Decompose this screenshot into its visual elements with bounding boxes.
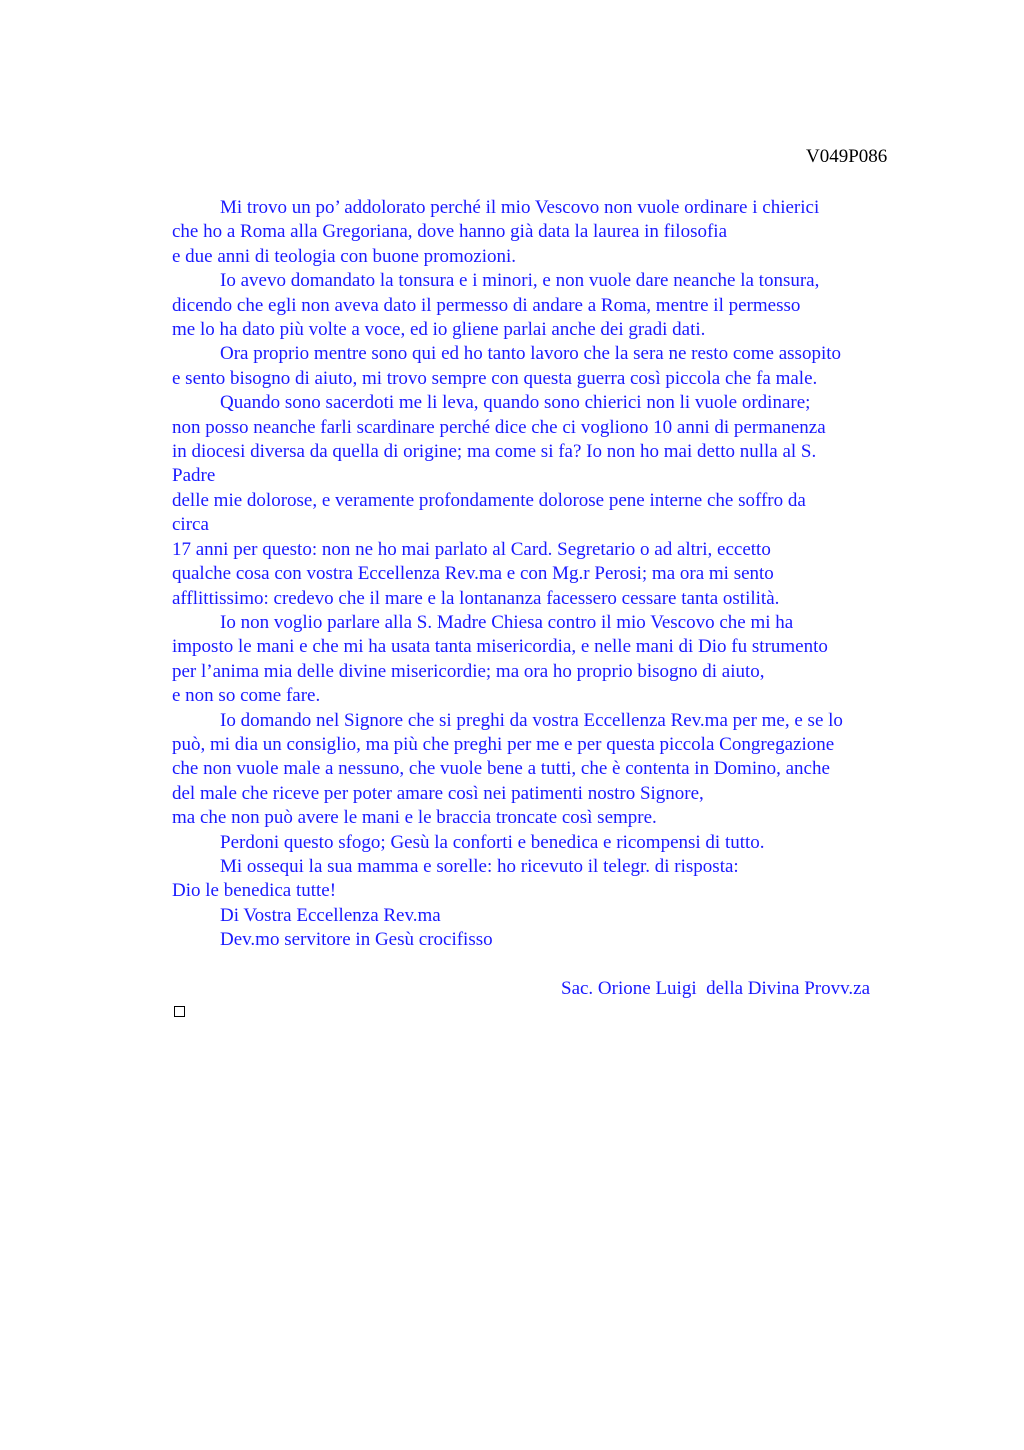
- letter-line: Io non voglio parlare alla S. Madre Chiesa contro il mio Vescovo che mi ha: [220, 611, 794, 633]
- closing-line: Di Vostra Eccellenza Rev.ma: [220, 904, 441, 926]
- letter-line: del male che riceve per poter amare così nei patimenti nostro Signore,: [172, 782, 704, 804]
- letter-line: circa: [172, 514, 209, 536]
- letter-line: dicendo che egli non aveva dato il permesso di andare a Roma, mentre il permesso: [172, 294, 801, 316]
- closing-line: Dev.mo servitore in Gesù crocifisso: [220, 929, 493, 951]
- letter-line: che ho a Roma alla Gregoriana, dove hanno già data la laurea in filosofia: [172, 221, 727, 243]
- letter-line: non posso neanche farli scardinare perché dice che ci vogliono 10 anni di permanenza: [172, 416, 826, 438]
- empty-square-icon: [174, 1006, 185, 1017]
- letter-body: [172, 196, 902, 953]
- letter-line: che non vuole male a nessuno, che vuole bene a tutti, che è contenta in Domino, anche: [172, 758, 830, 780]
- letter-line: Mi trovo un po’ addolorato perché il mio Vescovo non vuole ordinare i chierici: [220, 197, 820, 218]
- letter-line: Padre: [172, 465, 216, 487]
- letter-line: 17 anni per questo: non ne ho mai parlato al Card. Segretario o ad altri, eccetto: [172, 538, 771, 560]
- letter-line: in diocesi diversa da quella di origine; ma come si fa? Io non ho mai detto nulla al S.: [172, 441, 817, 463]
- letter-line: qualche cosa con vostra Eccellenza Rev.ma e con Mg.r Perosi; ma ora mi sento: [172, 563, 774, 585]
- letter-line: Mi ossequi la sua mamma e sorelle: ho ricevuto il telegr. di risposta:: [220, 855, 739, 877]
- letter-line: può, mi dia un consiglio, ma più che preghi per me e per questa piccola Congregazione: [172, 733, 835, 755]
- letter-line: e due anni di teologia con buone promozioni.: [172, 245, 517, 267]
- letter-line: Quando sono sacerdoti me li leva, quando sono chierici non li vuole ordinare;: [220, 392, 811, 414]
- letter-line: delle mie dolorose, e veramente profondamente dolorose pene interne che soffro da: [172, 489, 806, 511]
- letter-line: e sento bisogno di aiuto, mi trovo sempre con questa guerra così piccola che fa male.: [172, 367, 818, 389]
- letter-line: imposto le mani e che mi ha usata tanta misericordia, e nelle mani di Dio fu strumento: [172, 636, 828, 658]
- signature: Sac. Orione Luigi della Divina Provv.za: [561, 978, 871, 999]
- letter-line: Dio le benedica tutte!: [172, 880, 337, 902]
- letter-line: Ora proprio mentre sono qui ed ho tanto lavoro che la sera ne resto come assopito: [220, 343, 842, 365]
- letter-line: me lo ha dato più volte a voce, ed io gliene parlai anche dei gradi dati.: [172, 319, 706, 341]
- letter-line: ma che non può avere le mani e le braccia troncate così sempre.: [172, 807, 657, 829]
- letter-line: e non so come fare.: [172, 685, 321, 707]
- letter-line: afflittissimo: credevo che il mare e la lontananza facessero cessare tanta ostilità.: [172, 587, 780, 609]
- letter-line: Io avevo domandato la tonsura e i minori, e non vuole dare neanche la tonsura,: [220, 270, 820, 292]
- letter-line: per l’anima mia delle divine misericordie; ma ora ho proprio bisogno di aiuto,: [172, 660, 765, 682]
- page-code: V049P086: [806, 146, 888, 167]
- letter-line: Io domando nel Signore che si preghi da vostra Eccellenza Rev.ma per me, e se lo: [220, 709, 843, 731]
- letter-line: Perdoni questo sfogo; Gesù la conforti e benedica e ricompensi di tutto.: [220, 831, 765, 853]
